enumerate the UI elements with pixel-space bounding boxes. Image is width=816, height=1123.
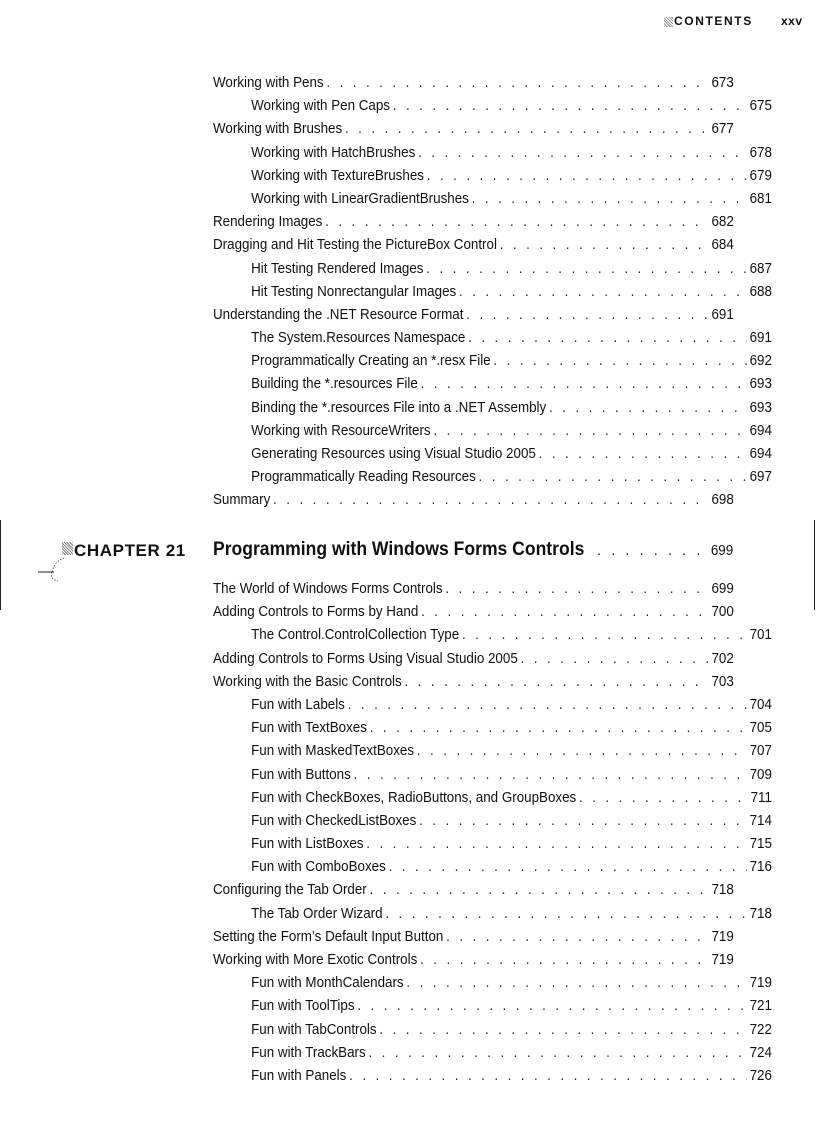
left-margin-rule (0, 520, 1, 610)
toc-entry-page: 677 (711, 121, 734, 138)
dot-leader (370, 717, 747, 740)
dot-leader (421, 601, 709, 624)
toc-entry-page: 701 (749, 627, 772, 644)
toc-entry-page: 704 (749, 696, 772, 713)
toc-entry-title: The World of Windows Forms Controls (213, 581, 443, 597)
dot-leader (349, 1065, 747, 1088)
toc-entry-page: 718 (711, 882, 734, 899)
toc-entry-page: 714 (749, 812, 772, 829)
dot-leader (325, 211, 709, 234)
toc-entry-page: 687 (749, 260, 772, 277)
toc-entry[interactable] (213, 833, 772, 856)
toc-entry-title: Fun with TextBoxes (251, 720, 367, 737)
toc-entry-page: 699 (711, 581, 734, 597)
dot-leader (479, 466, 747, 489)
dot-leader (406, 972, 746, 995)
toc-list-chapter (213, 578, 772, 1088)
chapter-title: Programming with Windows Forms Controls (213, 538, 585, 560)
toc-entry[interactable] (213, 211, 734, 234)
chapter-heading (0, 520, 816, 580)
toc-entry-page: 705 (749, 720, 772, 737)
dot-leader (404, 671, 708, 694)
dot-leader (521, 648, 709, 671)
toc-entry[interactable] (213, 717, 772, 740)
toc-entry-title: Working with Pen Caps (251, 98, 390, 115)
dot-leader (354, 764, 747, 787)
chapter-label: CHAPTER 21 (74, 541, 186, 560)
dot-leader (273, 489, 709, 512)
toc-entry-title: Fun with Buttons (251, 766, 351, 783)
toc-entry[interactable] (213, 420, 772, 443)
toc-entry-page: 688 (749, 283, 772, 300)
running-head-title: CONTENTS (674, 14, 753, 28)
dot-leader (427, 165, 747, 188)
dot-leader (549, 397, 747, 420)
toc-entry-title: Fun with ToolTips (251, 998, 355, 1015)
dot-leader (417, 740, 747, 763)
toc-entry[interactable] (213, 234, 734, 257)
toc-entry-page: 694 (749, 446, 772, 462)
dot-leader (446, 926, 709, 949)
toc-entry-page: 693 (749, 399, 772, 416)
toc-entry[interactable] (213, 72, 734, 95)
dot-leader (393, 95, 747, 118)
toc-entry-title: Hit Testing Nonrectangular Images (251, 283, 457, 300)
toc-entry-page: 693 (749, 376, 772, 393)
toc-entry-title: The Control.ControlCollection Type (251, 627, 460, 644)
toc-entry-title: Fun with TabControls (251, 1021, 377, 1038)
toc-list-continued (213, 72, 772, 513)
dot-leader (539, 443, 747, 466)
toc-entry[interactable] (213, 142, 772, 165)
toc-entry-title: Fun with ListBoxes (251, 836, 364, 853)
toc-entry[interactable] (213, 118, 734, 141)
dot-leader (366, 833, 747, 856)
toc-entry[interactable] (213, 949, 734, 972)
dot-leader (389, 856, 747, 879)
toc-entry-page: 709 (749, 766, 772, 783)
toc-entry-title: Fun with CheckBoxes, RadioButtons, and GroupBoxes (251, 789, 577, 806)
toc-entry[interactable] (213, 327, 772, 350)
running-head-page-number: xxv (781, 14, 803, 28)
toc-entry-title: Fun with MaskedTextBoxes (251, 743, 415, 760)
toc-entry-title: Programmatically Reading Resources (251, 469, 476, 486)
toc-entry-title: Adding Controls to Forms by Hand (213, 604, 419, 621)
toc-entry[interactable] (213, 1042, 772, 1065)
dot-leader (326, 72, 708, 95)
toc-entry-title: Adding Controls to Forms Using Visual Studio 2005 (213, 650, 518, 667)
dot-leader (420, 949, 709, 972)
toc-entry-page: 673 (711, 75, 734, 91)
dot-leader (462, 624, 747, 647)
toc-entry-title: Programmatically Creating an *.resx File (251, 353, 491, 370)
toc-entry-title: Generating Resources using Visual Studio 2005 (251, 446, 536, 462)
toc-entry[interactable] (213, 856, 772, 879)
toc-entry[interactable] (213, 879, 734, 902)
dot-leader (472, 188, 747, 211)
dot-leader (357, 995, 746, 1018)
toc-entry[interactable] (213, 350, 772, 373)
chapter-page-number: 699 (710, 543, 734, 559)
toc-entry-page: 681 (749, 190, 772, 207)
toc-entry-page: 691 (749, 330, 772, 347)
dot-leader (421, 373, 747, 396)
toc-entry[interactable] (213, 188, 772, 211)
toc-entry-page: 684 (711, 237, 734, 254)
toc-entry-page: 722 (749, 1021, 772, 1038)
dot-leader (345, 118, 709, 141)
chapter-entry[interactable] (213, 538, 734, 561)
toc-entry-page: 711 (750, 789, 772, 806)
toc-entry-page: 702 (711, 650, 734, 667)
toc-entry-page: 719 (749, 975, 772, 992)
toc-entry-page: 707 (749, 743, 772, 760)
toc-entry-title: Fun with CheckedListBoxes (251, 812, 417, 829)
running-head (0, 14, 816, 34)
toc-entry-title: Working with Pens (213, 75, 324, 91)
toc-entry-title: Working with ResourceWriters (251, 422, 431, 439)
toc-entry[interactable] (213, 373, 772, 396)
toc-entry-title: Summary (213, 492, 271, 509)
toc-entry-title: Working with More Exotic Controls (213, 952, 418, 968)
toc-entry-page: 718 (749, 905, 772, 922)
dot-leader (468, 327, 747, 350)
toc-entry[interactable] (213, 1065, 772, 1088)
toc-entry[interactable] (213, 466, 772, 489)
dot-leader (426, 258, 747, 281)
toc-entry-title: Fun with MonthCalendars (251, 975, 404, 992)
dot-leader (348, 694, 747, 717)
dot-leader (493, 350, 746, 373)
toc-entry[interactable] (213, 671, 734, 694)
toc-entry[interactable] (213, 1019, 772, 1042)
toc-entry-title: Understanding the .NET Resource Format (213, 306, 464, 323)
toc-entry-title: Fun with Labels (251, 696, 345, 713)
toc-entry-page: 675 (749, 98, 772, 115)
toc-entry[interactable] (213, 443, 772, 466)
toc-entry[interactable] (213, 740, 772, 763)
toc-entry[interactable] (213, 787, 772, 810)
toc-entry[interactable] (213, 972, 772, 995)
dot-leader (370, 879, 709, 902)
toc-entry-title: Fun with Panels (251, 1067, 347, 1084)
toc-entry-title: Hit Testing Rendered Images (251, 260, 424, 277)
dot-leader (500, 234, 709, 257)
toc-entry[interactable] (213, 95, 772, 118)
toc-entry-page: 726 (749, 1067, 772, 1084)
dot-leader (445, 578, 708, 601)
toc-entry[interactable] (213, 281, 772, 304)
toc-entry-page: 724 (749, 1044, 772, 1061)
dot-leader (579, 787, 748, 810)
toc-entry[interactable] (213, 601, 734, 624)
toc-entry[interactable] (213, 810, 772, 833)
toc-entry[interactable] (213, 995, 772, 1018)
toc-entry[interactable] (213, 648, 734, 671)
toc-entry-page: 679 (749, 167, 772, 184)
toc-entry[interactable] (213, 578, 734, 601)
toc-entry-page: 703 (711, 673, 734, 690)
toc-entry[interactable] (213, 304, 734, 327)
toc-entry-title: Dragging and Hit Testing the PictureBox Control (213, 237, 497, 254)
dot-leader (368, 1042, 746, 1065)
dot-leader (418, 142, 747, 165)
toc-entry-page: 697 (749, 469, 772, 486)
dot-leader (379, 1019, 746, 1042)
toc-entry-page: 715 (749, 836, 772, 853)
chapter-marker-icon (62, 542, 73, 555)
toc-entry-title: Rendering Images (213, 214, 323, 231)
toc-entry[interactable] (213, 165, 772, 188)
toc-entry-title: Working with LinearGradientBrushes (251, 190, 469, 207)
toc-entry-title: Setting the Form’s Default Input Button (213, 928, 444, 945)
dot-leader (433, 420, 746, 443)
toc-entry-page: 698 (711, 492, 734, 509)
toc-entry[interactable] (213, 397, 772, 420)
running-head-marker-icon (664, 17, 673, 27)
toc-entry-title: Working with the Basic Controls (213, 673, 402, 690)
dot-leader (466, 304, 708, 327)
toc-entry-page: 678 (749, 144, 772, 161)
toc-entry-title: The System.Resources Namespace (251, 330, 466, 347)
toc-entry-page: 721 (749, 998, 772, 1015)
toc-entry[interactable] (213, 903, 772, 926)
toc-entry[interactable] (213, 489, 734, 512)
dot-leader (385, 903, 746, 926)
toc-entry-title: Building the *.resources File (251, 376, 418, 393)
toc-entry-title: Configuring the Tab Order (213, 882, 367, 899)
dot-leader (459, 281, 747, 304)
toc-entry-page: 692 (749, 353, 772, 370)
toc-entry-page: 682 (711, 214, 734, 231)
toc-entry-title: Working with HatchBrushes (251, 144, 416, 161)
toc-entry-page: 719 (711, 928, 734, 945)
toc-entry[interactable] (213, 926, 734, 949)
dot-leader (597, 543, 707, 559)
toc-entry-page: 716 (749, 859, 772, 876)
dot-leader (419, 810, 747, 833)
toc-entry[interactable] (213, 258, 772, 281)
toc-entry-title: Binding the *.resources File into a .NET Assembly (251, 399, 547, 416)
toc-entry-title: The Tab Order Wizard (251, 905, 383, 922)
toc-entry-title: Working with Brushes (213, 121, 343, 138)
toc-entry-page: 700 (711, 604, 734, 621)
toc-entry-page: 719 (711, 952, 734, 968)
toc-entry-page: 691 (711, 306, 734, 323)
toc-entry-title: Working with TextureBrushes (251, 167, 424, 184)
toc-entry-title: Fun with ComboBoxes (251, 859, 386, 876)
toc-entry[interactable] (213, 624, 772, 647)
right-margin-rule (814, 520, 815, 610)
toc-entry-title: Fun with TrackBars (251, 1044, 366, 1061)
toc-entry-page: 694 (749, 422, 772, 439)
toc-entry[interactable] (213, 764, 772, 787)
toc-entry[interactable] (213, 694, 772, 717)
